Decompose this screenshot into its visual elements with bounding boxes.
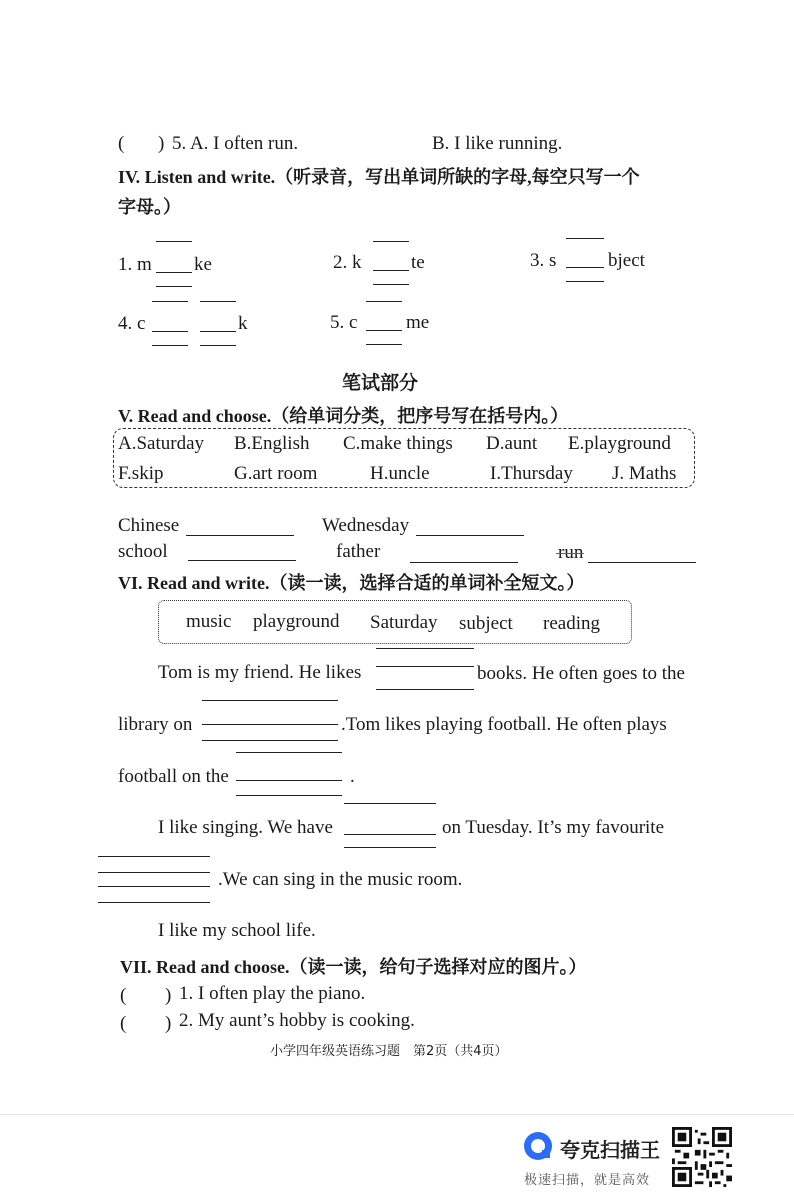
- letter-blank[interactable]: [373, 284, 409, 285]
- category-label: school: [118, 541, 168, 562]
- section-7-heading: VII. Read and choose.（读一读，给句子选择对应的图片。）: [120, 957, 587, 977]
- word-bank-item: reading: [543, 613, 600, 634]
- answer-blank[interactable]: [410, 562, 518, 563]
- word-choice: D.aunt: [486, 433, 538, 454]
- answer-paren-close: ): [165, 985, 172, 1006]
- answer-blank[interactable]: [236, 780, 342, 781]
- passage-text: I like my school life.: [158, 920, 316, 941]
- correction-mark: [556, 553, 584, 554]
- category-label: Chinese: [118, 515, 180, 536]
- letter-blank[interactable]: [566, 238, 604, 239]
- letter-blank[interactable]: [373, 241, 409, 242]
- answer-blank[interactable]: [236, 752, 342, 753]
- written-part-title: 笔试部分: [342, 372, 419, 394]
- word-choice: E.playground: [568, 433, 671, 454]
- word-choice: H.uncle: [370, 463, 430, 484]
- answer-blank[interactable]: [588, 562, 696, 563]
- category-label: father: [336, 541, 381, 562]
- word-bank-item: Saturday: [370, 612, 438, 633]
- letter-blank[interactable]: [373, 270, 409, 271]
- word-choice: A.Saturday: [118, 433, 205, 454]
- passage-text: .Tom likes playing football. He often plays: [341, 714, 667, 735]
- letter-blank[interactable]: [200, 331, 236, 332]
- passage-text: books. He often goes to the: [477, 663, 685, 684]
- quark-logo-icon: [522, 1130, 554, 1162]
- letter-blank[interactable]: [200, 301, 236, 302]
- answer-blank[interactable]: [98, 856, 210, 857]
- answer-blank[interactable]: [186, 535, 294, 536]
- section-5-heading: V. Read and choose.（给单词分类，把序号写在括号内。）: [118, 406, 569, 426]
- word-bank-item: playground: [253, 611, 340, 632]
- category-label: run: [558, 542, 584, 563]
- page-footer: 小学四年级英语练习题 第2页（共4页）: [270, 1044, 508, 1059]
- answer-paren-close: ): [158, 133, 165, 154]
- answer-paren: (: [118, 133, 125, 154]
- passage-text: .We can sing in the music room.: [218, 869, 463, 890]
- answer-blank[interactable]: [376, 666, 474, 667]
- answer-blank[interactable]: [344, 803, 436, 804]
- item-5-option-a: 5. A. I often run.: [172, 133, 299, 154]
- word-choice: G.art room: [234, 463, 318, 484]
- answer-blank[interactable]: [202, 700, 338, 701]
- passage-text: I like singing. We have: [158, 817, 333, 838]
- divider: [0, 1114, 794, 1115]
- word-1-start: 1. m: [118, 254, 152, 275]
- answer-paren-close: ): [165, 1013, 172, 1034]
- answer-blank[interactable]: [202, 740, 338, 741]
- word-1-end: ke: [194, 254, 212, 275]
- answer-blank[interactable]: [188, 560, 296, 561]
- section-4-heading-cont: 字母。）: [118, 197, 181, 217]
- word-choice: F.skip: [118, 463, 164, 484]
- section-6-heading: VI. Read and write.（读一读，选择合适的单词补全短文。）: [118, 573, 585, 593]
- letter-blank[interactable]: [366, 344, 402, 345]
- word-2-end: te: [411, 252, 425, 273]
- answer-blank[interactable]: [344, 847, 436, 848]
- category-label: Wednesday: [322, 515, 410, 536]
- word-2-start: 2. k: [333, 252, 362, 273]
- word-3-start: 3. s: [530, 250, 557, 271]
- answer-paren: (: [120, 1013, 127, 1034]
- letter-blank[interactable]: [566, 267, 604, 268]
- question-text: 2. My aunt’s hobby is cooking.: [179, 1010, 415, 1031]
- word-choice: C.make things: [343, 433, 453, 454]
- item-5-option-b: B. I like running.: [432, 133, 563, 154]
- letter-blank[interactable]: [200, 345, 236, 346]
- scanner-brand: 夸克扫描王: [560, 1138, 660, 1162]
- word-bank-item: subject: [459, 613, 513, 634]
- answer-blank[interactable]: [344, 834, 436, 835]
- letter-blank[interactable]: [156, 272, 192, 273]
- answer-blank[interactable]: [376, 648, 474, 649]
- letter-blank[interactable]: [366, 301, 402, 302]
- word-5-end: me: [406, 312, 430, 333]
- qr-code-icon: [672, 1127, 732, 1187]
- letter-blank[interactable]: [156, 286, 192, 287]
- answer-blank[interactable]: [98, 886, 210, 887]
- word-choice: B.English: [234, 433, 310, 454]
- passage-text: on Tuesday. It’s my favourite: [442, 817, 665, 838]
- answer-paren: (: [120, 985, 127, 1006]
- letter-blank[interactable]: [566, 281, 604, 282]
- answer-blank[interactable]: [236, 795, 342, 796]
- letter-blank[interactable]: [366, 330, 402, 331]
- scanner-slogan: 极速扫描，就是高效: [524, 1173, 651, 1188]
- word-3-end: bject: [608, 250, 645, 271]
- word-bank-item: music: [186, 611, 232, 632]
- letter-blank[interactable]: [152, 345, 188, 346]
- word-5-start: 5. c: [330, 312, 358, 333]
- answer-blank[interactable]: [376, 689, 474, 690]
- answer-blank[interactable]: [202, 724, 338, 725]
- word-choice: I.Thursday: [490, 463, 573, 484]
- question-text: 1. I often play the piano.: [179, 983, 366, 1004]
- passage-text: Tom is my friend. He likes: [158, 662, 362, 683]
- passage-text: library on: [118, 714, 193, 735]
- letter-blank[interactable]: [152, 331, 188, 332]
- answer-blank[interactable]: [98, 872, 210, 873]
- passage-text: .: [350, 766, 355, 787]
- word-choice: J. Maths: [612, 463, 677, 484]
- letter-blank[interactable]: [152, 301, 188, 302]
- word-4-start: 4. c: [118, 313, 146, 334]
- section-4-heading: IV. Listen and write.（听录音，写出单词所缺的字母,每空只写一个: [118, 167, 640, 187]
- letter-blank[interactable]: [156, 241, 192, 242]
- answer-blank[interactable]: [98, 902, 210, 903]
- word-4-end: k: [238, 313, 248, 334]
- answer-blank[interactable]: [416, 535, 524, 536]
- passage-text: football on the: [118, 766, 229, 787]
